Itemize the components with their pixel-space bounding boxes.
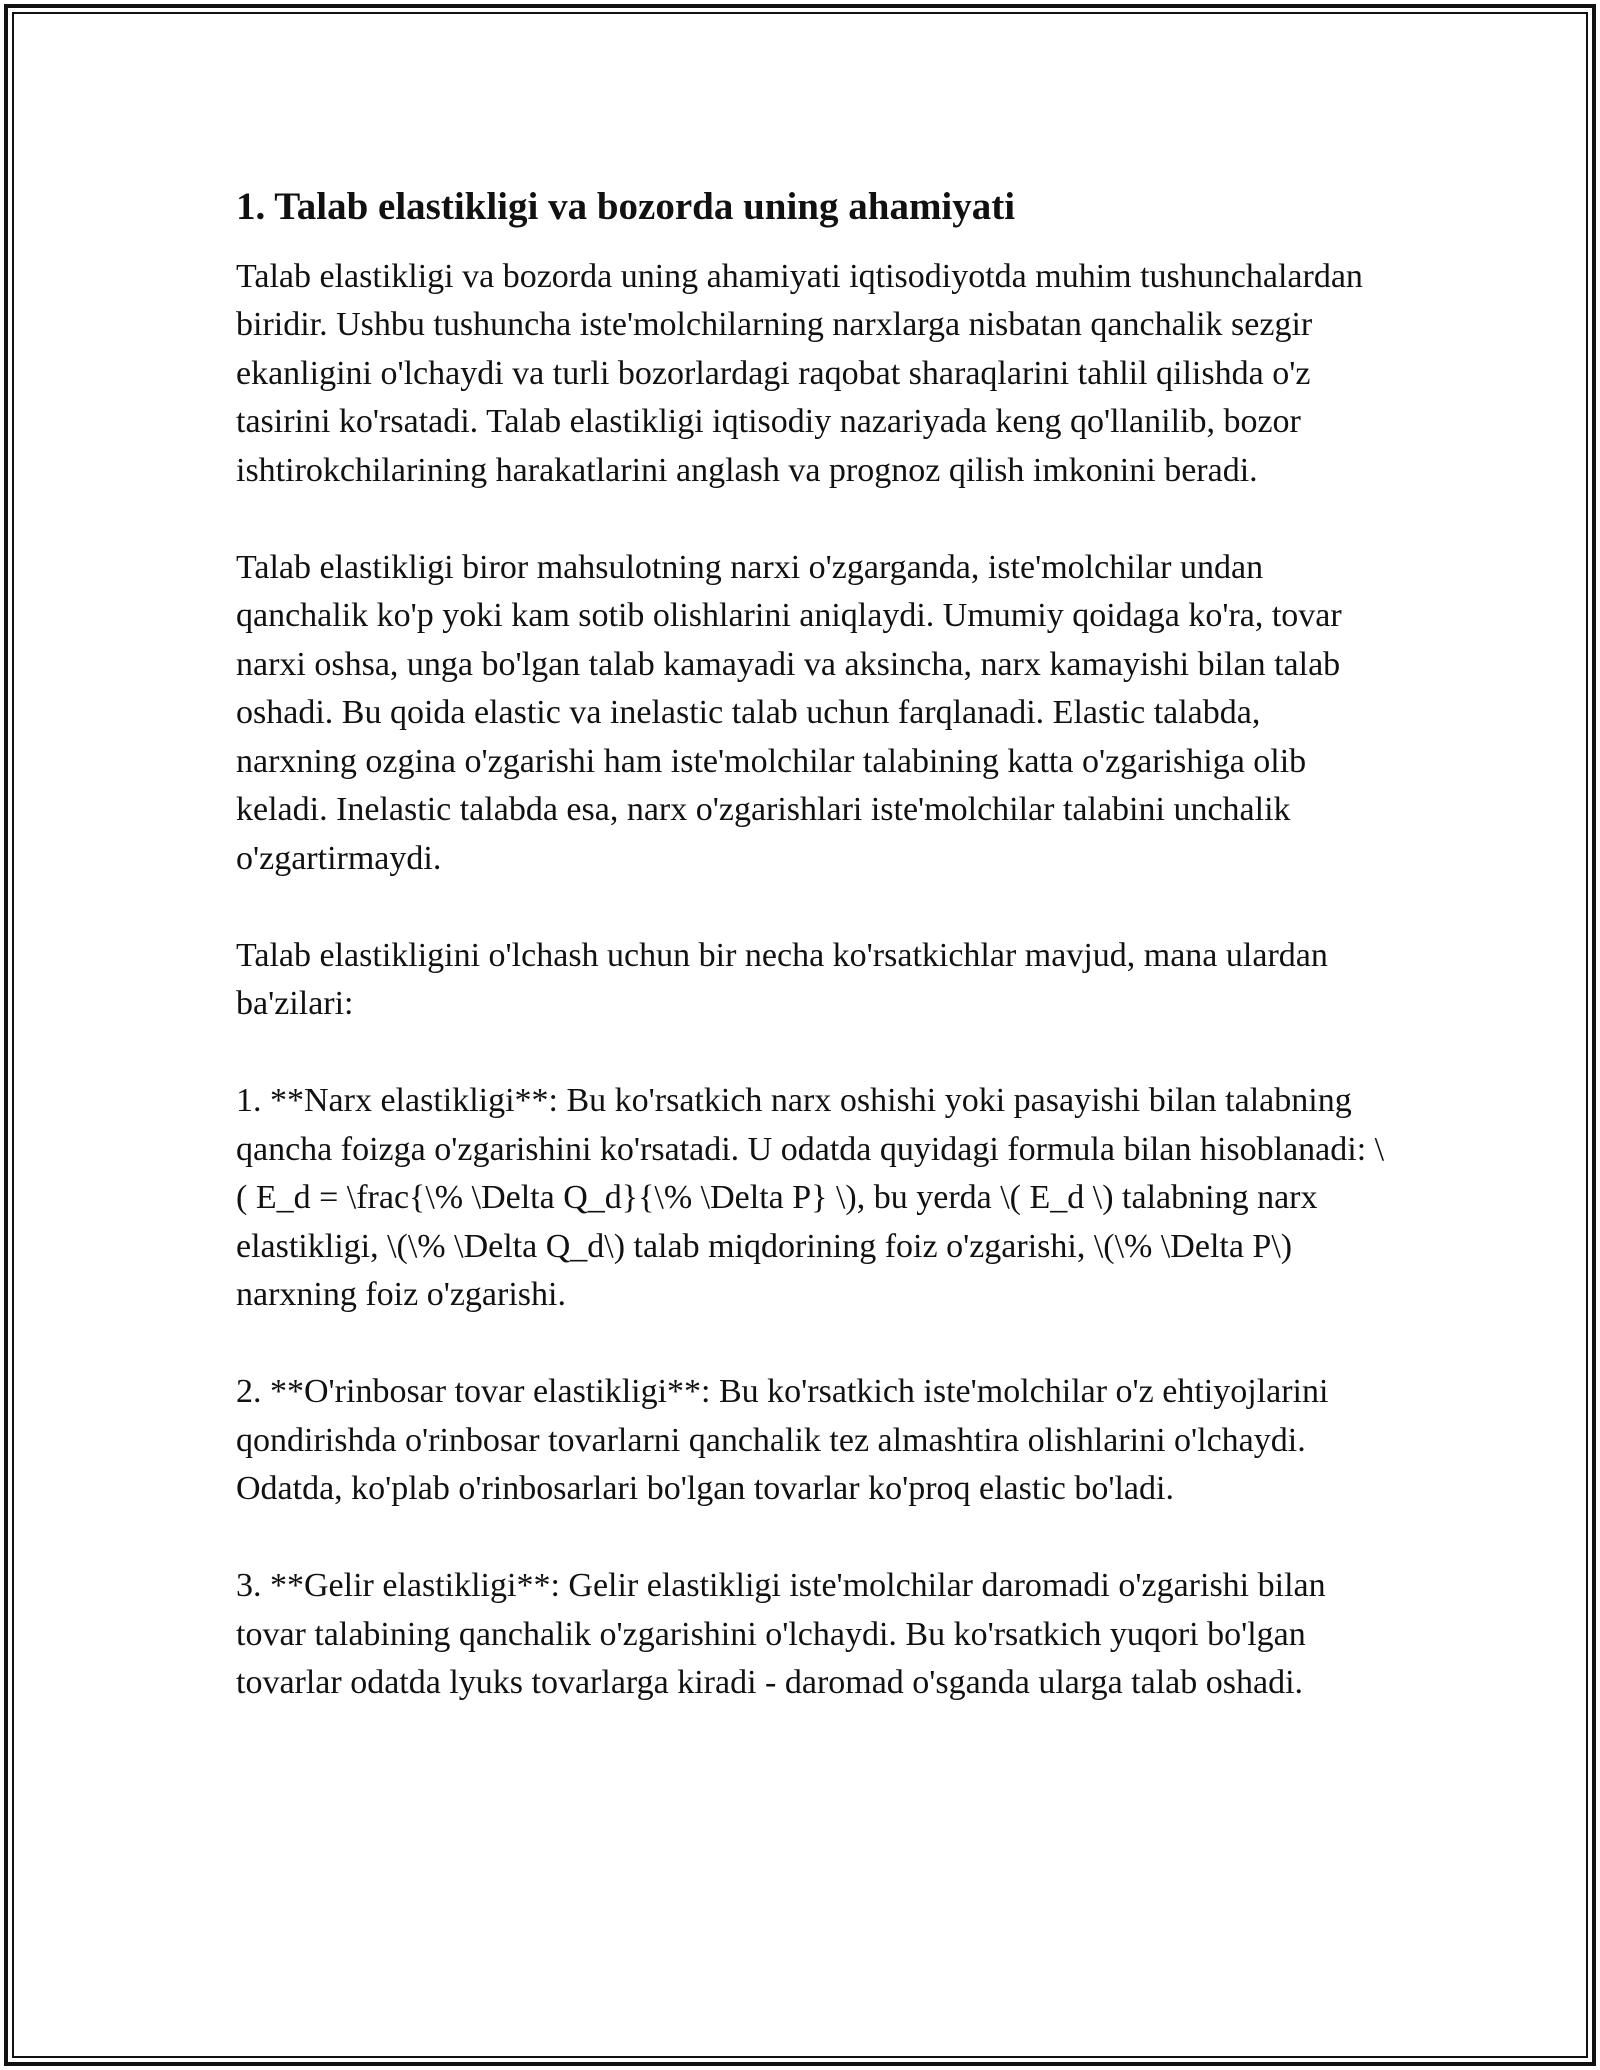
- list-item-substitute-elasticity: 2. **O'rinbosar tovar elastikligi**: Bu ko'rsatkich iste'molchilar o'z ehtiyojlarini qondirishda o'rinbosar tovarlarni qanchalik tez almashtira olishlarini o'lchaydi. Odatda, ko'plab o'rinbosarlari bo'lgan tovarlar ko'proq elastic bo'ladi.: [236, 1373, 1329, 1508]
- paragraph-indicators-intro: Talab elastikligini o'lchash uchun bir necha ko'rsatkichlar mavjud, mana ulardan ba'zilari:: [236, 936, 1328, 1023]
- paragraph-intro: Talab elastikligi va bozorda uning ahamiyati iqtisodiyotda muhim tushunchalardan biridir. Ushbu tushuncha iste'molchilarning narxlarga nisbatan qanchalik sezgir ekanligini o'lchaydi va turli bozorlardagi raqobat sharaqlarini tahlil qilishda o'z tasirini ko'rsatadi. Talab elastikligi iqtisodiy nazariyada keng qo'llanilib, bozor ishtirokchilarining harakatlarini anglash va prognoz qilish imkonini beradi.: [236, 257, 1363, 489]
- paragraph-definition: Talab elastikligi biror mahsulotning narxi o'zgarganda, iste'molchilar undan qanchalik ko'p yoki kam sotib olishlarini aniqlaydi. Umumiy qoidaga ko'ra, tovar narxi oshsa, unga bo'lgan talab kamayadi va aksincha, narx kamayishi bilan talab oshadi. Bu qoida elastic va inelastic talab uchun farqlanadi. Elastic talabda, narxning ozgina o'zgarishi ham iste'molchilar talabining katta o'zgarishiga olib keladi. Inelastic talabda esa, narx o'zgarishlari iste'molchilar talabini unchalik o'zgartirmaydi.: [236, 548, 1342, 877]
- list-item-price-elasticity: 1. **Narx elastikligi**: Bu ko'rsatkich narx oshishi yoki pasayishi bilan talabning qancha foizga o'zgarishini ko'rsatadi. U odatda quyidagi formula bilan hisoblanadi: \( E_d = \frac{\% \Delta Q_d}{\% \Delta P} \), bu yerda \( E_d \) talabning narx elastikligi, \(\% \Delta Q_d\) talab miqdorining foiz o'zgarishi, \(\% \Delta P\) narxning foiz o'zgarishi.: [236, 1082, 1385, 1314]
- document-body: [236, 182, 1386, 1756]
- list-item-income-elasticity: 3. **Gelir elastikligi**: Gelir elastikligi iste'molchilar daromadi o'zgarishi bilan tovar talabining qanchalik o'zgarishini o'lchaydi. Bu ko'rsatkich yuqori bo'lgan tovarlar odatda lyuks tovarlarga kiradi - daromad o'sganda ularga talab oshadi.: [236, 1567, 1326, 1702]
- document-title: 1. Talab elastikligi va bozorda uning ahamiyati: [236, 185, 1016, 228]
